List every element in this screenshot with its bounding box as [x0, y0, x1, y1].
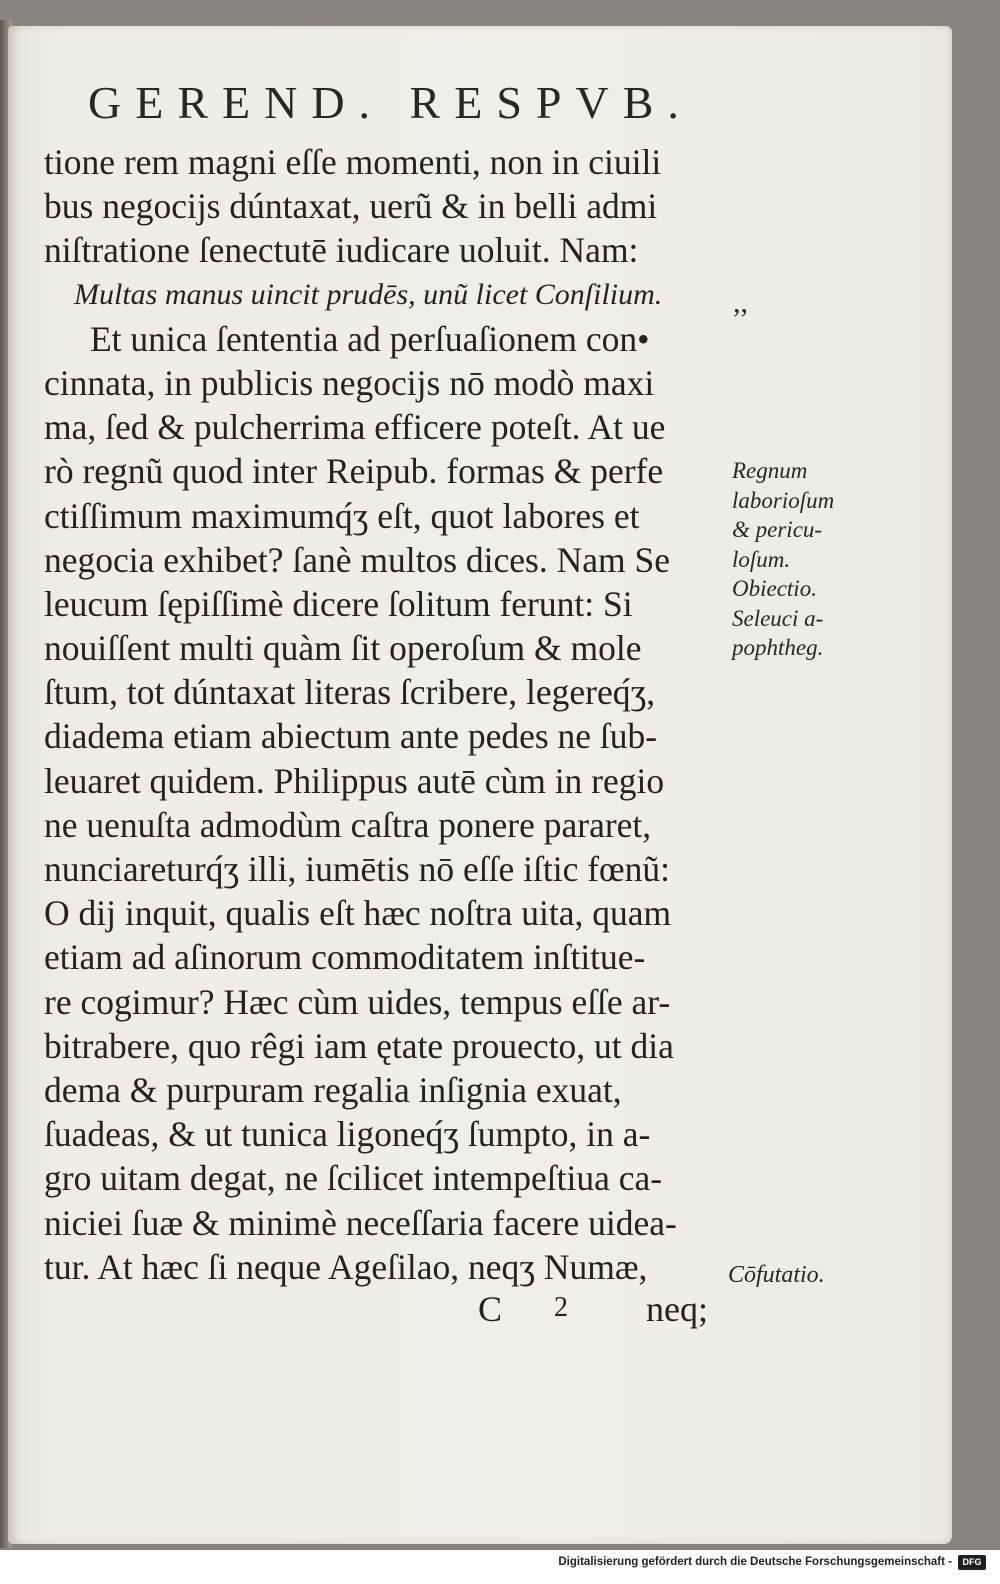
text-line: bus negocijs dúntaxat, uerũ & in belli admi — [44, 186, 658, 227]
margin-notes — [732, 456, 872, 663]
text-line: cinnata, in publicis negocijs nō modò maxi — [44, 362, 655, 403]
text-line: nunciareturq́ʒ illi, iumētis nō eſſe iſtic fœnũ: — [44, 849, 671, 889]
text-line: ſtum, tot dúntaxat literas ſcribere, legereq́ʒ, — [44, 672, 656, 713]
text-line: diadema etiam abiectum ante pedes ne ſub- — [44, 716, 658, 757]
text-line: leuaret quidem. Philippus autē cùm in regio — [44, 760, 665, 801]
margin-note: Seleuci a- — [732, 605, 824, 631]
text-line: ne uenuſta admodùm caſtra ponere pararet, — [44, 804, 652, 845]
dfg-footer-text: Digitalisierung gefördert durch die Deutsche Forschungsgemeinschaft - — [558, 1556, 952, 1568]
text-line: leucum ſępiſſimè dicere ſolitum ferunt: Si — [44, 583, 633, 624]
text-line: ſuadeas, & ut tunica ligoneq́ʒ ſumpto, in a- — [44, 1114, 651, 1155]
margin-note: laborioſum — [732, 487, 835, 513]
signature-number: 2 — [554, 1292, 568, 1323]
text-line: dema & purpuram regalia inſignia exuat, — [44, 1069, 622, 1110]
margin-note-confutatio: Cōfutatio. — [728, 1262, 825, 1288]
text-line: Et unica ſententia ad perſuaſionem con• — [90, 318, 650, 359]
text-line: O dij inquit, qualis eſt hæc noſtra uita, quam — [44, 893, 672, 934]
signature-letter: C — [478, 1289, 503, 1329]
quote-mark: ,, — [733, 286, 748, 319]
text-line: gro uitam degat, ne ſcilicet intempeſtiua ca- — [44, 1158, 663, 1199]
text-line: nouiſſent multi quàm ſit operoſum & mole — [44, 628, 642, 669]
body-text — [44, 140, 734, 1289]
margin-note: Obiectio. — [732, 576, 817, 601]
text-line: tur. At hæc ſi neque Ageſilao, neqʒ Numæ, — [44, 1246, 648, 1287]
margin-note: & pericu- — [732, 517, 823, 542]
running-head: GEREND. RESPVB. — [88, 77, 693, 128]
text-line: Multas manus uincit prudēs, unũ licet Conſilium. — [74, 277, 663, 311]
margin-note: pophtheg. — [732, 635, 824, 660]
text-line: etiam ad aſinorum commoditatem inſtitue- — [44, 937, 646, 978]
text-line: niſtratione ſenectutē iudicare uoluit. Nam: — [44, 230, 639, 271]
text-line: ctiſſimum maximumq́ʒ eſt, quot labores et — [44, 495, 640, 536]
catchword: neq; — [646, 1289, 708, 1329]
dfg-logo: DFG — [958, 1555, 986, 1570]
text-line: ma, ſed & pulcherrima efficere poteſt. At ue — [44, 407, 666, 448]
text-line: niciei ſuæ & minimè neceſſaria facere uidea- — [44, 1202, 677, 1243]
text-line: re cogimur? Hæc cùm uides, tempus eſſe ar- — [44, 981, 671, 1022]
text-line: tione rem magni eſſe momenti, non in ciuili — [44, 142, 662, 182]
margin-note: loſum. — [732, 546, 791, 572]
margin-note: Regnum — [732, 458, 808, 483]
text-line: bitrabere, quo rêgi iam ętate prouecto, ut dia — [44, 1025, 674, 1066]
text-line: rò regnũ quod inter Reipub. formas & perfe — [44, 451, 664, 492]
text-line: negocia exhibet? ſanè multos dices. Nam Se — [44, 539, 670, 580]
